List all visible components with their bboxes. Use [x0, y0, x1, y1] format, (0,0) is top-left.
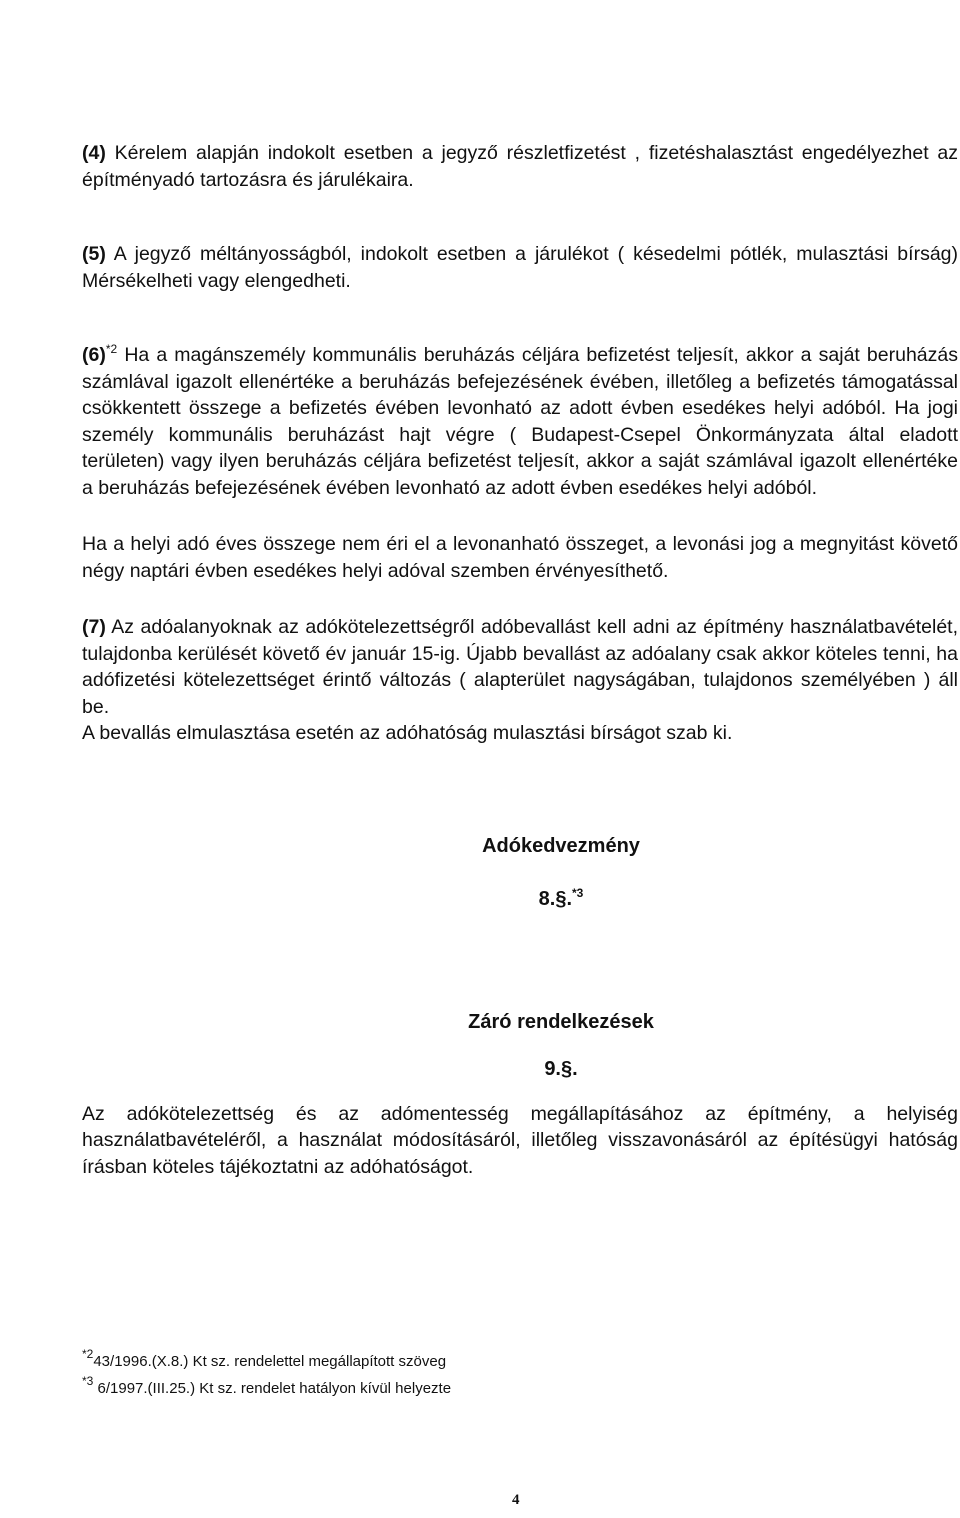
paragraph-5: [82, 241, 958, 294]
heading-tax-allowance: Adókedvezmény: [482, 834, 640, 857]
paragraph-7: [82, 614, 958, 720]
paragraph-number: (7): [82, 616, 106, 638]
footnote-marker: *2: [82, 1347, 94, 1361]
paragraph-9: Az adókötelezettség és az adómentesség megállapításához az építmény, a helyiség használatbavételéről, a használat módosításáról, illetőleg visszavonásáról az építésügyi hatóság írásban köteles tájékoztatni az adóhatóságot.: [82, 1102, 958, 1178]
paragraph-6-continued: Ha a helyi adó éves összege nem éri el a levonanható összeget, a levonási jog a megnyitást követő négy naptári évben esedékes helyi adóval szemben érvényesíthető.: [82, 533, 958, 582]
paragraph-text: Az adóalanyoknak az adókötelezettségről adóbevallást kell adni az építmény használatbavételét, tulajdonba kerülését követő év január 15-ig. Újabb bevallást az adóalany csak akkor köteles tenni, ha adófizetési kötelezettséget érintő változás ( alapterület nagyságában, tulajdonos személyében ) áll be.: [82, 616, 958, 718]
paragraph-number: (4): [82, 142, 106, 164]
section-8: [162, 885, 960, 911]
paragraph-text: Kérelem alapján indokolt esetben a jegyző részletfizetést , fizetéshalasztást engedélyezhet az építményadó tartozásra és járulékaira.: [82, 142, 959, 191]
footnote-marker: *3: [82, 1374, 94, 1388]
paragraph-number: (5): [82, 243, 106, 265]
footnote-text: 6/1997.(III.25.) Kt sz. rendelet hatályon kívül helyezte: [97, 1380, 452, 1397]
section-number: 8.§.: [538, 887, 572, 910]
document-body: [82, 140, 960, 1180]
paragraph-4: [82, 140, 958, 193]
footnote-marker: *2: [105, 342, 118, 356]
paragraph-text: A jegyző méltányosságból, indokolt esetben a járulékot ( késedelmi pótlék, mulasztási bírság) Mérsékelheti vagy elengedheti.: [82, 243, 959, 292]
heading-closing-provisions: Záró rendelkezések: [468, 1010, 654, 1033]
footnote-marker: *3: [572, 885, 584, 900]
footnote-text: 43/1996.(X.8.) Kt sz. rendelettel megállapított szöveg: [93, 1353, 447, 1370]
paragraph-number: (6): [82, 344, 106, 366]
section-9: 9.§.: [544, 1057, 578, 1080]
page-number: 4: [512, 1492, 520, 1508]
paragraph-6: [82, 342, 958, 501]
footnote-2: [82, 1374, 452, 1397]
paragraph-text: Ha a magánszemély kommunális beruházás céljára befizetést teljesít, akkor a saját beruházás számlával igazolt ellenértéke a beruházás befejezésének évében, illetőleg a befizetés támogatással csökkentett összege a befizetés évében levonható az adott évben esedékes helyi adóból. Ha jogi személy kommunális beruházást hajt végre ( Budapest-Csepel Önkormányzata által eladott területen) vagy ilyen beruházás céljára befizetést teljesít, akkor a saját számlával igazolt ellenértéke a beruházás befejezésének évében levonható az adott évben esedékes helyi adóból.: [82, 344, 958, 499]
paragraph-7-continued: A bevallás elmulasztása esetén az adóhatóság mulasztási bírságot szab ki.: [82, 722, 733, 744]
footnote-1: [82, 1347, 447, 1370]
